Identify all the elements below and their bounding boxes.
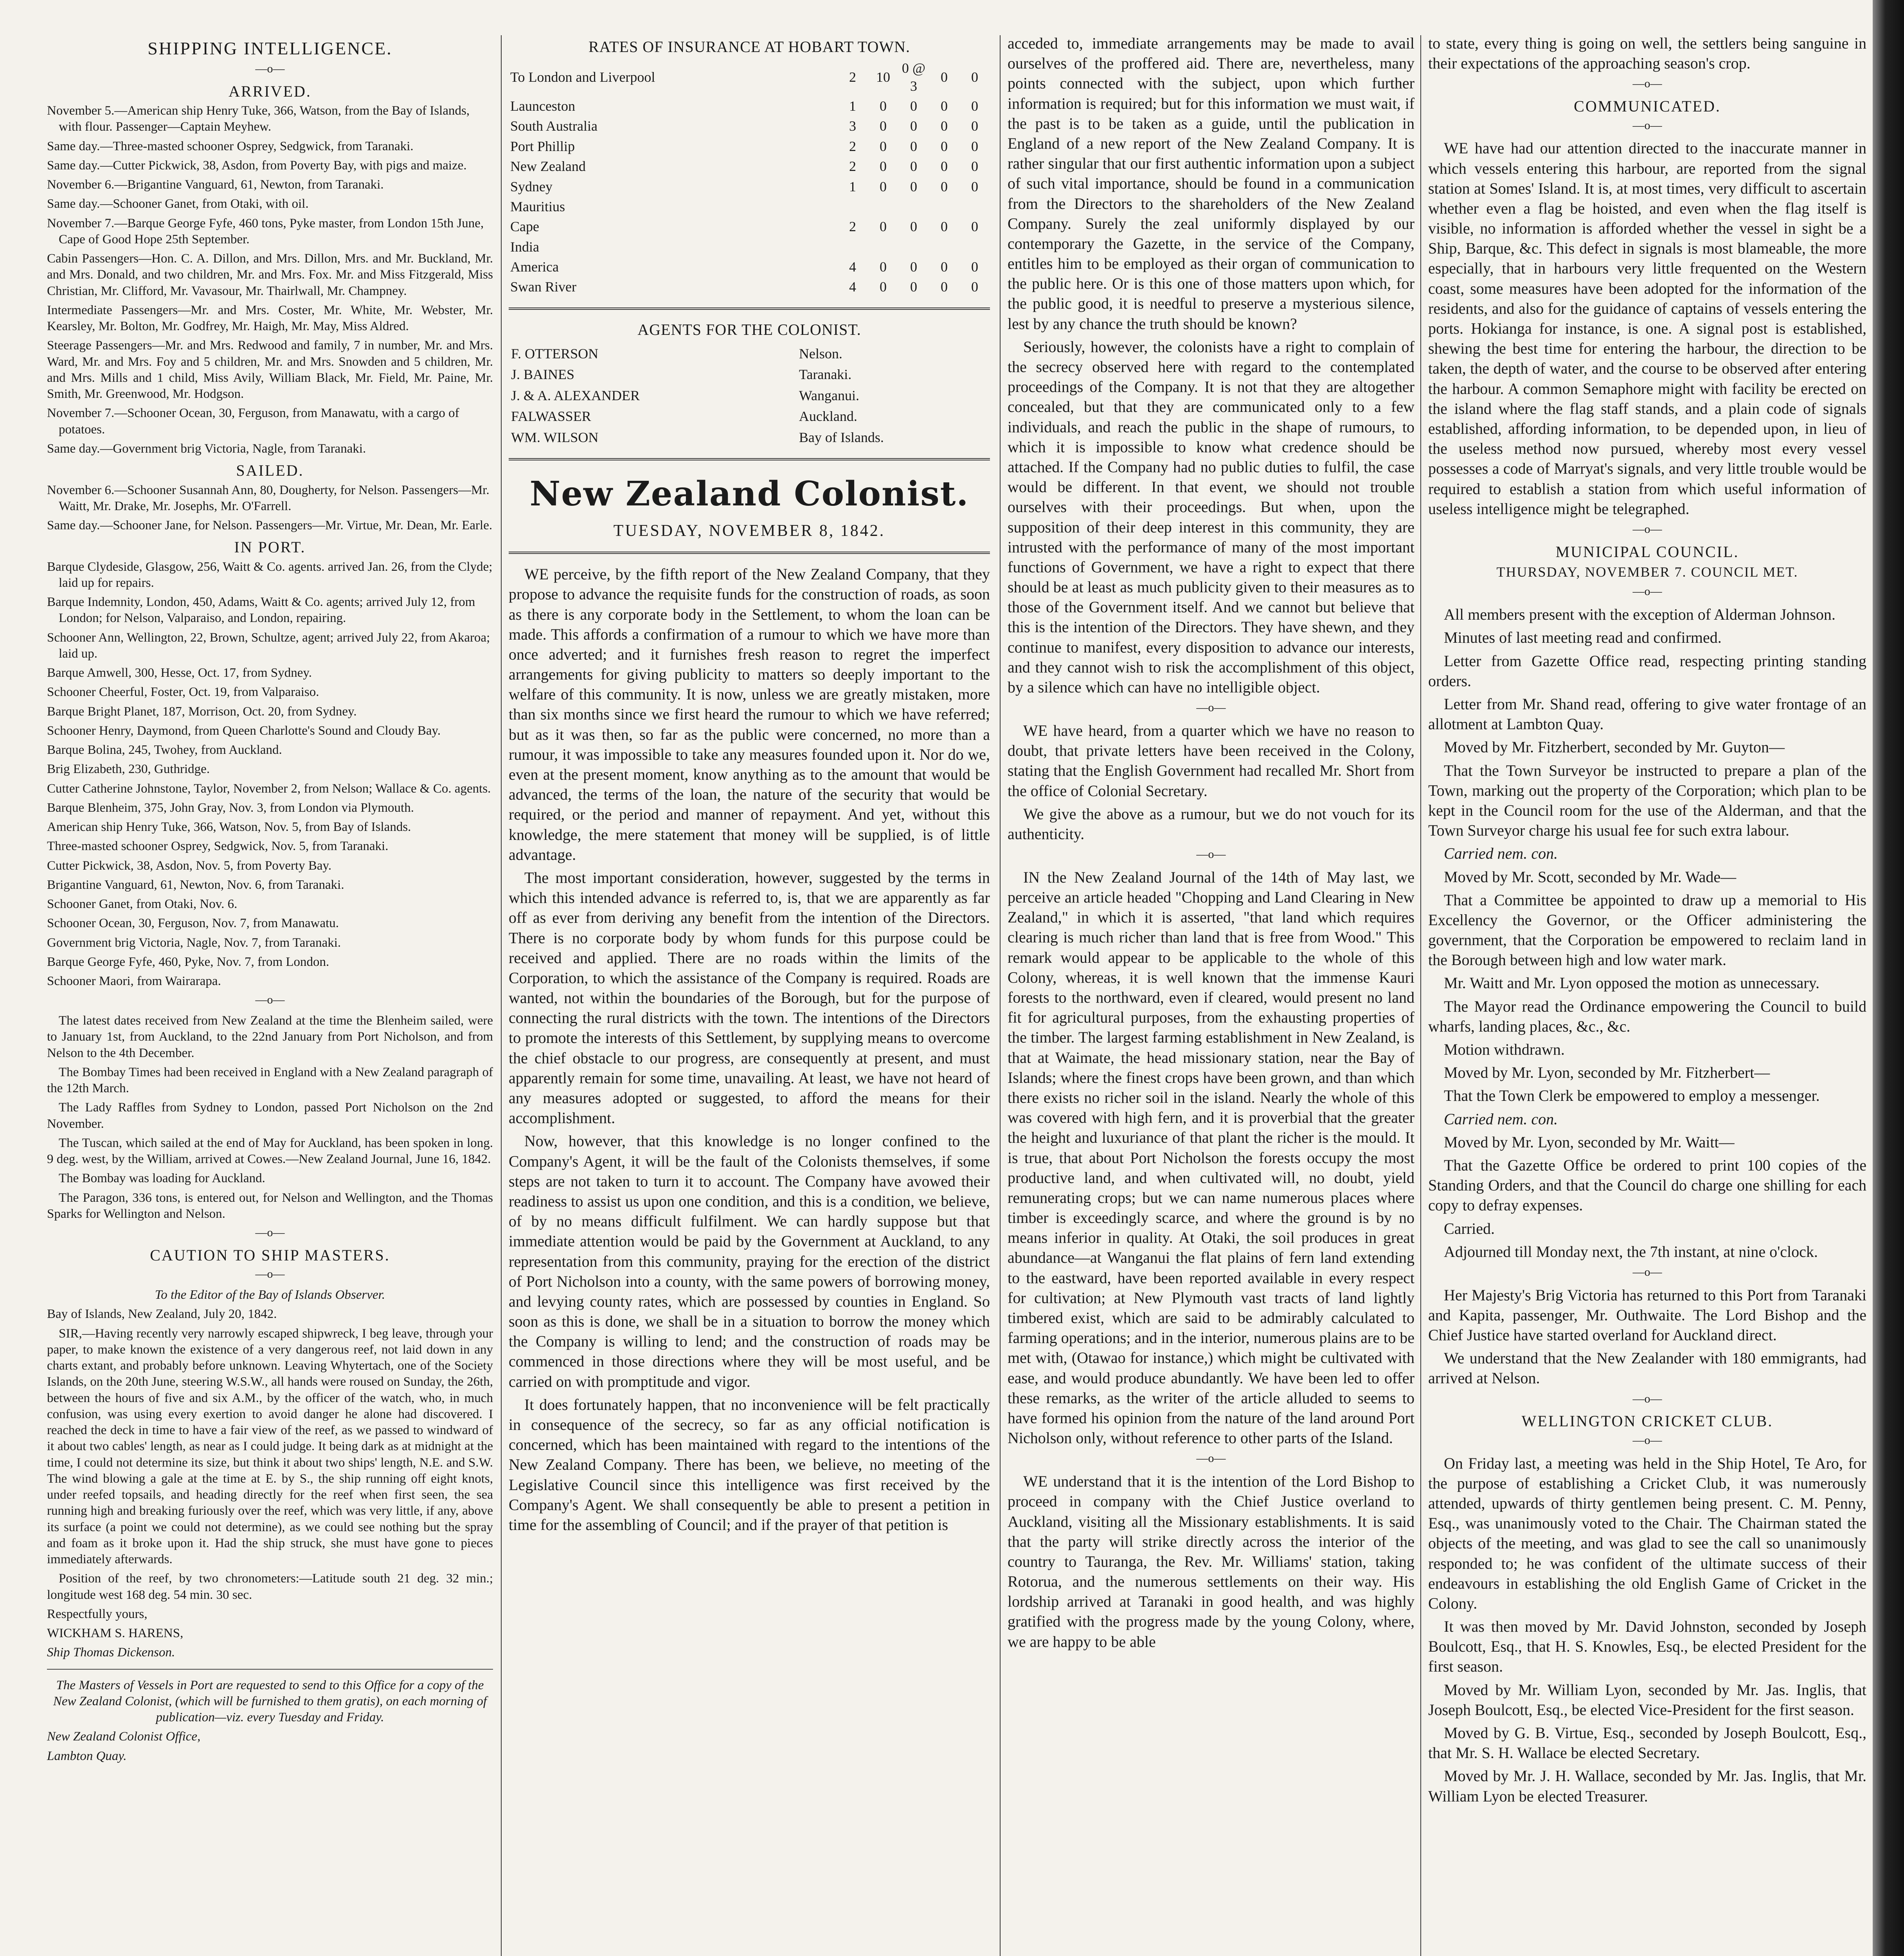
rates-value: 0 bbox=[941, 219, 948, 235]
paragraph: We give the above as a rumour, but we do not vouch for its authenticity. bbox=[1008, 805, 1415, 843]
rates-value: 0 bbox=[971, 138, 978, 154]
arrived-heading: ARRIVED. bbox=[229, 82, 311, 100]
ornament-dash: —o— bbox=[1196, 701, 1226, 714]
journal-item bbox=[1008, 867, 1415, 1448]
rates-row bbox=[509, 237, 990, 257]
rates-value bbox=[929, 197, 959, 217]
rumour-item bbox=[1008, 721, 1415, 844]
rates-row bbox=[509, 156, 990, 176]
list-item: Intermediate Passengers—Mr. and Mrs. Coster, Mr. White, Mr. Webster, Mr. Kearsley, Mr. Bolton, Mr. Godfrey, Mr. Haigh, Mr. May, Miss Aldred. bbox=[47, 303, 493, 334]
agent-name: J. BAINES bbox=[511, 367, 575, 383]
rates-row bbox=[509, 257, 990, 277]
rates-destination: America bbox=[510, 259, 559, 275]
list-item: Schooner Cheerful, Foster, Oct. 19, from Valparaiso. bbox=[47, 685, 319, 699]
rates-destination: New Zealand bbox=[510, 158, 586, 174]
list-item: Schooner Henry, Daymond, from Queen Charlotte's Sound and Cloudy Bay. bbox=[47, 723, 441, 738]
caution-letter bbox=[47, 1287, 493, 1661]
paragraph: Moved by Mr. Fitzherbert, seconded by Mr. Guyton— bbox=[1444, 738, 1785, 756]
divider bbox=[509, 458, 990, 460]
paragraph: The Mayor read the Ordinance empowering the Council to build wharfs, landing places, &c., &c. bbox=[1428, 997, 1866, 1035]
list-item: Steerage Passengers—Mr. and Mrs. Redwood and family, 7 in number, Mr. and Mrs. Ward, Mr. and Mrs. Foy and 5 children, Mr. and Mrs. Snowden and 5 children, Mr. and Mrs. Mills and 1 child, Miss Avily, William Black, Mr. Field, Mr. Paine, Mr. Smith, Mr. Greenwood, Mr. Hodgson. bbox=[47, 338, 493, 401]
divider bbox=[509, 307, 990, 310]
rates-value: 0 bbox=[971, 98, 978, 114]
notice-office: New Zealand Colonist Office, bbox=[47, 1729, 201, 1744]
column-communicated bbox=[1428, 33, 1866, 1809]
masters-notice bbox=[47, 1677, 493, 1764]
caution-ship: Ship Thomas Dickenson. bbox=[47, 1645, 175, 1660]
rates-value: 0 bbox=[880, 98, 887, 114]
rates-table bbox=[509, 58, 990, 297]
rates-value: 0 bbox=[971, 69, 978, 85]
paragraph: On Friday last, a meeting was held in the Ship Hotel, Te Aro, for the purpose of establishing a Cricket Club, it was numerously attended, upwards of thirty gentlemen being present. C. M. Penny, Esq., was unanimously voted to the Chair. The Chairman stated the objects of the meeting, and was glad to see the call so unanimously responded to; he was confident of the ultimate success of their endeavours in establishing the old English Game of Cricket in the Colony. bbox=[1428, 1454, 1866, 1612]
caution-closing: Respectfully yours, bbox=[47, 1607, 148, 1621]
arrived-list bbox=[47, 103, 493, 457]
list-item: The Paragon, 336 tons, is entered out, for Nelson and Wellington, and the Thomas Sparks for Wellington and Nelson. bbox=[47, 1190, 493, 1221]
shipping-notes bbox=[47, 1013, 493, 1222]
ornament-dash: —o— bbox=[255, 1267, 285, 1281]
divider bbox=[509, 552, 990, 554]
rates-row bbox=[509, 177, 990, 197]
rates-value: 2 bbox=[849, 69, 856, 85]
caution-title: CAUTION TO SHIP MASTERS. bbox=[150, 1246, 390, 1264]
rates-value bbox=[837, 197, 868, 217]
council-heading: MUNICIPAL COUNCIL. bbox=[1555, 543, 1739, 561]
column-editorial bbox=[509, 33, 990, 1538]
rates-value bbox=[929, 237, 959, 257]
list-item: Cutter Pickwick, 38, Asdon, Nov. 5, from Poverty Bay. bbox=[47, 858, 332, 873]
paragraph: Mr. Waitt and Mr. Lyon opposed the motion as unnecessary. bbox=[1444, 974, 1819, 992]
agent-name: WM. WILSON bbox=[511, 429, 599, 445]
paragraph: Moved by Mr. J. H. Wallace, seconded by Mr. Jas. Inglis, that Mr. William Lyon be elected Treasurer. bbox=[1428, 1767, 1866, 1805]
list-item: Same day.—Three-masted schooner Osprey, Sedgwick, from Taranaki. bbox=[47, 139, 414, 153]
rates-value: 0 bbox=[880, 279, 887, 295]
bishop-item bbox=[1008, 1471, 1415, 1652]
paragraph: That the Gazette Office be ordered to print 100 copies of the Standing Orders, and that the Council do charge one shilling for each copy to defray expenses. bbox=[1428, 1156, 1866, 1214]
rates-value: 1 bbox=[849, 178, 856, 194]
list-item: Barque George Fyfe, 460, Pyke, Nov. 7, from London. bbox=[47, 955, 329, 969]
rates-value: 0 bbox=[941, 138, 948, 154]
list-item: Barque Amwell, 300, Hesse, Oct. 17, from Sydney. bbox=[47, 666, 312, 680]
agent-name: J. & A. ALEXANDER bbox=[511, 387, 640, 403]
agent-name: FALWASSER bbox=[511, 408, 591, 424]
editorial-article bbox=[509, 564, 990, 1535]
ornament-dash: —o— bbox=[1196, 848, 1226, 861]
list-item: Cutter Catherine Johnstone, Taylor, November 2, from Nelson; Wallace & Co. agents. bbox=[47, 781, 491, 796]
rates-destination: Sydney bbox=[510, 178, 552, 194]
list-item: Cabin Passengers—Hon. C. A. Dillon, and Mrs. Dillon, Mrs. and Mr. Buckland, Mr. and Mrs. Donald, and two children, Mr. and Mrs. Fox. Mr. and Miss Fitzgerald, Miss Christian, Mr. Clifford, Mr. Vavasour, Mr. Thairlwall, Mr. Champney. bbox=[47, 252, 493, 298]
cricket-heading: WELLINGTON CRICKET CLUB. bbox=[1521, 1412, 1773, 1430]
list-item: Schooner Ganet, from Otaki, Nov. 6. bbox=[47, 897, 238, 911]
rates-row bbox=[509, 197, 990, 217]
list-item: Same day.—Government brig Victoria, Nagle, from Taranaki. bbox=[47, 441, 366, 456]
paragraph: Letter from Mr. Shand read, offering to give water frontage of an allotment at Lambton Quay. bbox=[1428, 695, 1866, 733]
list-item: Government brig Victoria, Nagle, Nov. 7, from Taranaki. bbox=[47, 935, 341, 950]
rates-value: 2 bbox=[849, 219, 856, 235]
communicated-heading: COMMUNICATED. bbox=[1574, 97, 1721, 115]
editorial-continued bbox=[1008, 33, 1415, 697]
rates-value bbox=[868, 237, 898, 257]
paragraph: acceded to, immediate arrangements may be made to avail ourselves of the proffered aid. There are, nevertheless, many points connected with the subject, upon which further information is required; but for this information we must wait, if the past is to be taken as a guide, until the publication in England of a new report of the New Zealand Company. It is rather singular that our first authentic information upon a subject of such vital importance, should be found in a communication from the Directors to the shareholders of the New Zealand Company. Surely the zeal uniformly displayed by our contemporary the Gazette, in the service of the Company, entitles him to be employed as their organ of communication to the public here. Or is this one of those matters upon which, for the public good, it is needful to preserve a mysterious silence, lest by any chance the truth should be known? bbox=[1008, 34, 1415, 333]
rates-value: 0 bbox=[910, 219, 917, 235]
rates-value bbox=[837, 237, 868, 257]
rates-value: 0 bbox=[941, 158, 948, 174]
agent-place: Bay of Islands. bbox=[799, 429, 884, 445]
list-item: Barque Blenheim, 375, John Gray, Nov. 3, from London via Plymouth. bbox=[47, 800, 414, 815]
ornament-dash: —o— bbox=[255, 993, 285, 1007]
rates-value: 2 bbox=[849, 158, 856, 174]
rates-destination: South Australia bbox=[510, 118, 597, 134]
rates-value: 4 bbox=[849, 279, 856, 295]
inport-heading: IN PORT. bbox=[234, 538, 306, 556]
list-item: The Bombay Times had been received in England with a New Zealand paragraph of the 12th March. bbox=[47, 1065, 493, 1096]
rates-value: 0 bbox=[971, 178, 978, 194]
ornament-dash: —o— bbox=[255, 1226, 285, 1239]
column-news bbox=[1008, 33, 1415, 1655]
rates-value: 0 bbox=[910, 158, 917, 174]
paragraph: It does fortunately happen, that no inconvenience will be felt practically in consequence of the secrecy, so far as any official notification is concerned, which has been maintained with regard to the intentions of the New Zealand Company. There has been, we believe, no meeting of the Legislative Council since this intelligence was first received by the Company's Agent. We shall consequently be able to present a petition in time for the assembling of Council; and if the prayer of that petition is bbox=[509, 1395, 990, 1534]
list-item: November 7.—Schooner Ocean, 30, Ferguson, from Manawatu, with a cargo of potatoes. bbox=[47, 406, 459, 437]
list-item: Schooner Maori, from Wairarapa. bbox=[47, 974, 221, 989]
paragraph: WE understand that it is the intention of the Lord Bishop to proceed in company with the Chief Justice overland to Auckland, visiting all the Missionary establishments. It is said that the party will strike directly across the interior of the country to Tauranga, the Rev. Mr. Williams' station, taking Rotorua, and the numerous settlements on their way. His lordship arrived at Taranaki in good health, and was highly gratified with the progress made by the young Colony, where, we are happy to be able bbox=[1008, 1472, 1415, 1650]
list-item: Same day.—Schooner Jane, for Nelson. Passengers—Mr. Virtue, Mr. Dean, Mr. Earle. bbox=[47, 518, 493, 533]
rates-value: 0 bbox=[880, 259, 887, 275]
agents-table bbox=[509, 343, 990, 448]
list-item: The latest dates received from New Zealand at the time the Blenheim sailed, were to January 1st, from Auckland, to the 22nd January from Port Nicholson, and from Nelson to the 4th December. bbox=[47, 1014, 493, 1060]
column-rule bbox=[1420, 35, 1421, 1956]
rates-row bbox=[509, 58, 990, 96]
paragraph: WE have had our attention directed to the inaccurate manner in which vessels entering this harbour, are reported from the signal station at Somes' Island. It is, at most times, very difficult to ascertain whether even a flag be hoisted, and even when the flag itself is visible, no information is afforded whether the vessel in sight be a Ship, Barque, &c. This defect in signals is most blameable, the more especially, that in harbours very little frequented on the Western coast, some measures have been adopted for the information of the residents, and also for the guidance of captains of vessels entering the ports. Hokianga for instance, is one. A signal post is established, shewing the best time for entering the harbour, the direction to be taken, the depth of water, and the course to be observed after entering the harbour. A common Semaphore might with facility be erected on the island where the flag staff stands, and a plain code of signals established, affording information, to be depended upon, in lieu of the useless method now pursued, whereby most every vessel possesses a code of Marryat's signals, and very little trouble would be required to establish a station from which useful information of useless intelligence might be telegraphed. bbox=[1428, 139, 1866, 518]
list-item: Three-masted schooner Osprey, Sedgwick, Nov. 5, from Taranaki. bbox=[47, 839, 389, 854]
agent-place: Nelson. bbox=[799, 346, 842, 362]
rates-row bbox=[509, 137, 990, 156]
rates-value: 0 bbox=[910, 98, 917, 114]
rates-value: 0 bbox=[941, 69, 948, 85]
list-item: Brigantine Vanguard, 61, Newton, Nov. 6, from Taranaki. bbox=[47, 877, 344, 892]
agent-name: F. OTTERSON bbox=[511, 346, 599, 362]
rates-value: 0 bbox=[880, 178, 887, 194]
paragraph: That the Town Surveyor be instructed to prepare a plan of the Town, marking out the property of the Corporation; which plan to be kept in the Council room for the use of the Alderman, and that the Town Surveyor charge his usual fee for such extra labour. bbox=[1428, 761, 1866, 840]
paragraph: The most important consideration, however, suggested by the terms in which this intended advance is referred to, is, that we are apparently as far off as ever from deriving any benefit from the intention of the Directors. There is no corporate body by whom funds for this purpose could be received and applied. There are no roads within the limits of the Corporation, to which the assistance of the Company is required. Roads are wanted, not within the boundaries of the Borough, but for the purpose of connecting the rural districts with the town. The intentions of the Directors to promote the interests of this Settlement, by supplying means to overcome the chief obstacle to our progress, are consequently at present, and must apparently remain for some time, unavailing. At least, we have not heard of any measures adopted or suggested, to afford the means for their accomplishment. bbox=[509, 868, 990, 1127]
ornament-dash: —o— bbox=[1632, 1392, 1662, 1405]
rates-value: 0 bbox=[880, 138, 887, 154]
ornament-dash: —o— bbox=[1632, 1433, 1662, 1447]
list-item: Barque Bolina, 245, Twohey, from Auckland. bbox=[47, 743, 282, 757]
rates-value: 0 bbox=[941, 259, 948, 275]
cricket-item bbox=[1428, 1453, 1866, 1806]
agent-row bbox=[509, 406, 990, 427]
agents-title: AGENTS FOR THE COLONIST. bbox=[637, 320, 861, 338]
rates-value: 0 bbox=[941, 279, 948, 295]
list-item: Barque Bright Planet, 187, Morrison, Oct. 20, from Sydney. bbox=[47, 704, 357, 719]
list-item: November 7.—Barque George Fyfe, 460 tons, Pyke master, from London 15th June, Cape of Good Hope 25th September. bbox=[47, 216, 484, 246]
shipping-title: SHIPPING INTELLIGENCE. bbox=[148, 38, 392, 58]
rates-value: 0 bbox=[971, 219, 978, 235]
bishop-continued bbox=[1428, 33, 1866, 73]
rates-value bbox=[959, 237, 990, 257]
brig-item bbox=[1428, 1285, 1866, 1388]
paragraph: Seriously, however, the colonists have a right to complain of the secrecy observed here with regard to the contemplated proceedings of the Company. It is not that they are altogether concealed, but that they are communicated only to a few individuals, and reach the public in the shape of rumours, to which it is impossible to know what credence should be attached. If the Company had no public duties to fulfil, the case would be different. In that event, we should not trouble ourselves with their proceedings. But when, upon the supposition of their deep interest in this community, they are intrusted with the performance of many of the most important functions of Government, we have a right to expect that there should be at least as much publicity given to their measures as to those of the Government itself. And we cannot but believe that this is the intention of the Directors. They have shewn, and they continue to manifest, every disposition to advance our interests, and they cannot wish to risk the accomplishment of this object, by a silence which can have no intelligible object. bbox=[1008, 338, 1415, 696]
rates-destination: Swan River bbox=[510, 279, 576, 295]
rates-row bbox=[509, 217, 990, 237]
rates-value: 0 bbox=[910, 279, 917, 295]
council-minutes bbox=[1428, 604, 1866, 1262]
agent-row bbox=[509, 427, 990, 448]
paragraph: to state, every thing is going on well, the settlers being sanguine in their expectations of the approaching season's crop. bbox=[1428, 34, 1866, 72]
rates-value: 0 bbox=[971, 279, 978, 295]
agent-row bbox=[509, 364, 990, 385]
rates-destination: Launceston bbox=[510, 98, 575, 114]
sailed-heading: SAILED. bbox=[236, 462, 304, 480]
paragraph: Moved by Mr. Lyon, seconded by Mr. Waitt— bbox=[1444, 1133, 1735, 1151]
paragraph: Adjourned till Monday next, the 7th instant, at nine o'clock. bbox=[1444, 1242, 1818, 1260]
rates-destination: Cape bbox=[510, 219, 539, 235]
ornament-dash: —o— bbox=[255, 62, 285, 75]
rates-value: 0 bbox=[971, 118, 978, 134]
page-edge-shadow bbox=[1873, 0, 1904, 1956]
paragraph: That a Committee be appointed to draw up a memorial to His Excellency the Governor, or the Officer administering the government, that the Corporation be empowered to reclaim land in the Borough between high and low water mark. bbox=[1428, 891, 1866, 969]
caution-body: SIR,—Having recently very narrowly escaped shipwreck, I beg leave, through your paper, to make known the existence of a very dangerous reef, not laid down in any charts extant, and probably before unknown. Leaving Whytertach, one of the Society Islands, on the 20th June, steering W.S.W., all hands were roused on Sunday, the 26th, between the hours of five and six A.M., by the officer of the watch, who, in much confusion, was using every exertion to avoid danger he alone had discovered. I reached the deck in time to have a fair view of the reef, as we passed to windward of it about two cables' length, as near as I could judge. It being dark as at midnight at the time, I could not determine its size, but think it about two ships' length, N.E. and S.W. The wind blowing a gale at the time at E. by S., the ship running off eight knots, under reefed topsails, and heading directly for the reef when first seen, the sea running high and breaking furiously over the reef, which was very little, if any, above its surface (a point we could not determine), as we could see nothing but the spray and foam as it broke upon it. Had the ship struck, she must have gone to pieces immediately afterwards. bbox=[47, 1326, 493, 1567]
list-item: Schooner Ann, Wellington, 22, Brown, Schultze, agent; arrived July 22, from Akaroa; laid up. bbox=[47, 630, 490, 661]
paragraph: WE have heard, from a quarter which we have no reason to doubt, that private letters have been received in the Colony, stating that the English Government had recalled Mr. Short from the office of Colonial Secretary. bbox=[1008, 721, 1415, 800]
paragraph: Carried nem. con. bbox=[1444, 845, 1558, 863]
list-item: The Lady Raffles from Sydney to London, passed Port Nicholson on the 2nd November. bbox=[47, 1100, 493, 1131]
paragraph: Moved by G. B. Virtue, Esq., seconded by Joseph Boulcott, Esq., that Mr. S. H. Wallace be elected Secretary. bbox=[1428, 1724, 1866, 1762]
paragraph: Minutes of last meeting read and confirmed. bbox=[1444, 629, 1722, 647]
divider bbox=[47, 1669, 493, 1670]
list-item: November 5.—American ship Henry Tuke, 366, Watson, from the Bay of Islands, with flour. Passenger—Captain Meyhew. bbox=[47, 104, 470, 134]
list-item: Schooner Ocean, 30, Ferguson, Nov. 7, from Manawatu. bbox=[47, 916, 339, 931]
paragraph: Motion withdrawn. bbox=[1444, 1041, 1565, 1059]
paragraph: WE perceive, by the fifth report of the New Zealand Company, that they propose to advance the requisite funds for the construction of roads, as soon as there is any corporate body in the Settlement, to whom the loan can be made. This affords a confirmation of a rumour to which we have more than once adverted; and it furnishes fresh reason to regret the imperfect arrangements for giving publicity to matters so deeply important to the welfare of this community. It is now, unless we are greatly mistaken, more than six months since we first heard the rumour to which we have referred; but as it was then, so far as the public were concerned, no more than a rumour, it was impossible to take any measures founded upon it. Nor do we, even at the present moment, know anything as to the amount that would be advanced, the terms of the loan, the nature of the security that would be required, or the period and manner of repayment. And yet, without this knowledge, the mere statement that money will be supplied, is of little advantage. bbox=[509, 565, 990, 863]
column-rule bbox=[501, 35, 502, 1956]
rates-value: 3 bbox=[849, 118, 856, 134]
rates-destination: To London and Liverpool bbox=[510, 69, 655, 85]
rates-destination: Mauritius bbox=[510, 198, 565, 214]
list-item: The Tuscan, which sailed at the end of May for Auckland, has been spoken in long. 9 deg. west, by the William, arrived at Cowes.—New Zealand Journal, June 16, 1842. bbox=[47, 1136, 493, 1167]
rates-destination: Port Phillip bbox=[510, 138, 575, 154]
rates-value: 0 bbox=[941, 178, 948, 194]
rates-value bbox=[898, 237, 929, 257]
rates-value: 0 bbox=[941, 98, 948, 114]
rates-value: 0 bbox=[910, 138, 917, 154]
sailed-list bbox=[47, 482, 493, 534]
rates-value: 1 bbox=[849, 98, 856, 114]
notice-text: The Masters of Vessels in Port are requested to send to this Office for a copy of the New Zealand Colonist, (which will be furnished to them gratis), on each morning of publication—viz. every Tuesday and Friday. bbox=[53, 1678, 487, 1725]
list-item: November 6.—Brigantine Vanguard, 61, Newton, from Taranaki. bbox=[47, 178, 384, 192]
paragraph: Letter from Gazette Office read, respecting printing standing orders. bbox=[1428, 652, 1866, 690]
paragraph: We understand that the New Zealander with 180 emmigrants, had arrived at Nelson. bbox=[1428, 1349, 1866, 1387]
rates-value bbox=[898, 197, 929, 217]
ornament-dash: —o— bbox=[1632, 1265, 1662, 1278]
rates-value: 0 bbox=[910, 259, 917, 275]
agent-row bbox=[509, 385, 990, 406]
rates-value: 0 bbox=[880, 219, 887, 235]
paragraph: Carried. bbox=[1444, 1219, 1495, 1237]
paragraph: Moved by Mr. William Lyon, seconded by Mr. Jas. Inglis, that Joseph Boulcott, Esq., be elected Vice-President for the first season. bbox=[1428, 1681, 1866, 1719]
rates-destination: India bbox=[510, 239, 539, 255]
rates-value: 4 bbox=[849, 259, 856, 275]
ornament-dash: —o— bbox=[1632, 585, 1662, 598]
caution-position: Position of the reef, by two chronometers:—Latitude south 21 deg. 32 min.; longitude west 168 deg. 54 min. 30 sec. bbox=[47, 1571, 493, 1602]
rates-value: 0 bbox=[880, 118, 887, 134]
rates-title: RATES OF INSURANCE AT HOBART TOWN. bbox=[588, 38, 911, 56]
paragraph: That the Town Clerk be empowered to employ a messenger. bbox=[1444, 1087, 1820, 1105]
rates-value: 0 bbox=[971, 158, 978, 174]
rates-row bbox=[509, 277, 990, 297]
paragraph: Moved by Mr. Scott, seconded by Mr. Wade— bbox=[1444, 868, 1737, 886]
agent-row bbox=[509, 343, 990, 364]
notice-place: Lambton Quay. bbox=[47, 1749, 127, 1763]
rates-value: 0 bbox=[910, 118, 917, 134]
list-item: November 6.—Schooner Susannah Ann, 80, Dougherty, for Nelson. Passengers—Mr. Waitt, Mr. Drake, Mr. Josephs, Mr. O'Farrell. bbox=[47, 483, 489, 513]
rates-row bbox=[509, 116, 990, 136]
rates-value: 0 bbox=[910, 178, 917, 194]
ornament-dash: —o— bbox=[1632, 77, 1662, 90]
list-item: The Bombay was loading for Auckland. bbox=[59, 1171, 265, 1186]
paragraph: It was then moved by Mr. David Johnston, seconded by Joseph Boulcott, Esq., that H. S. Knowles, Esq., be elected President for the first season. bbox=[1428, 1618, 1866, 1676]
rates-value: 0 bbox=[971, 259, 978, 275]
list-item: American ship Henry Tuke, 366, Watson, Nov. 5, from Bay of Islands. bbox=[47, 820, 411, 834]
rates-row bbox=[509, 96, 990, 116]
list-item: Same day.—Cutter Pickwick, 38, Asdon, from Poverty Bay, with pigs and maize. bbox=[47, 158, 467, 173]
paragraph: All members present with the exception of Alderman Johnson. bbox=[1444, 606, 1836, 624]
masthead-title: New Zealand Colonist. bbox=[529, 474, 969, 514]
rates-value: 2 bbox=[849, 138, 856, 154]
paragraph: Carried nem. con. bbox=[1444, 1110, 1558, 1128]
rates-value bbox=[868, 197, 898, 217]
list-item: Barque Clydeside, Glasgow, 256, Waitt & Co. agents. arrived Jan. 26, from the Clyde; laid up for repairs. bbox=[47, 559, 493, 590]
ornament-dash: —o— bbox=[1196, 1452, 1226, 1465]
rates-value: 0 bbox=[941, 118, 948, 134]
rates-value: 10 bbox=[876, 69, 890, 85]
ornament-dash: —o— bbox=[1632, 119, 1662, 132]
agent-place: Auckland. bbox=[799, 408, 857, 424]
rates-value: 0 bbox=[880, 158, 887, 174]
paragraph: Her Majesty's Brig Victoria has returned to this Port from Taranaki and Kapita, passenger, Mr. Outhwaite. The Lord Bishop and the Chief Justice have started overland for Auckland direct. bbox=[1428, 1286, 1866, 1344]
paragraph: IN the New Zealand Journal of the 14th of May last, we perceive an article headed "Chopping and Land Clearing in New Zealand," in which it is asserted, "that land which requires clearing is much richer than land that is free from Wood." This remark would appear to be applicable to the whole of this Colony, whereas, it is well known that the immense Kauri forests to the northward, even if cleared, would present no land fit for agricultural purposes, from the exhausting properties of the timber. The largest farming establishment in New Zealand, is that at Waimate, the head missionary station, near the Bay of Islands; where the finest crops have been grown, and than which there exists no richer soil in the island. Nearly the whole of this was covered with high fern, and it is proverbial that the greater the height and luxuriance of that plant the richer is the mould. It is true, that about Port Nicholson the forests occupy the most productive land, and when cultivated will, no doubt, yield remunerating crops; but we can name numerous places where timber is exceedingly scarce, and where the ground is by no means inferior in quality. At Otaki, the soil produces in great abundance—at Wanganui the flat plains of fern land extending to the eastward, have been reported available in every respect for cultivation; at New Plymouth vast tracts of land lightly timbered exist, which are said to be admirably calculated to farming operations; and in the interior, numerous plains are to be met with, (Otawao for instance,) which might be cultivated with ease, and would produce abundantly. We have been led to offer these remarks, as the writer of the article alluded to seems to have formed his opinion from the nature of the land around Port Nicholson only, without reference to other parts of the Island. bbox=[1008, 868, 1415, 1447]
caution-signature: WICKHAM S. HARENS, bbox=[47, 1626, 184, 1641]
agent-place: Wanganui. bbox=[799, 387, 859, 403]
list-item: Barque Indemnity, London, 450, Adams, Waitt & Co. agents; arrived July 12, from London; for Nelson, Valparaiso, and London, repairing. bbox=[47, 595, 475, 626]
ornament-dash: —o— bbox=[1632, 522, 1662, 536]
paragraph: Now, however, that this knowledge is no longer confined to the Company's Agent, it will be the fault of the Colonists themselves, if some steps are not taken to turn it to account. The Company have avowed their readiness to assist us upon one condition, and this is a condition, we believe, of by no means difficult fulfilment. We can hardly suppose but that immediate attention would be paid by the Government at Auckland, to any representation from this community, praying for the erection of the district of Port Nicholson into a county, with the same powers of borrowing money, and levying county rates, which are possessed by counties in England. So soon as this is done, we shall be in a situation to borrow the money which the Company is willing to lend; and the construction of roads may be commenced in those directions where they will be most useful, and be carried on with promptitude and vigor. bbox=[509, 1132, 990, 1390]
agent-place: Taranaki. bbox=[799, 367, 852, 383]
rates-value: 0 @ 3 bbox=[902, 60, 926, 94]
column-shipping bbox=[47, 33, 493, 1767]
caution-place: Bay of Islands, New Zealand, July 20, 1842. bbox=[47, 1307, 277, 1321]
caution-addressee: To the Editor of the Bay of Islands Observer. bbox=[155, 1288, 385, 1302]
list-item: Same day.—Schooner Ganet, from Otaki, with oil. bbox=[47, 197, 309, 211]
column-rule bbox=[1000, 35, 1001, 1956]
paragraph: Moved by Mr. Lyon, seconded by Mr. Fitzherbert— bbox=[1444, 1064, 1770, 1082]
rates-value bbox=[959, 197, 990, 217]
communicated-item bbox=[1428, 138, 1866, 519]
list-item: Brig Elizabeth, 230, Guthridge. bbox=[47, 762, 210, 777]
inport-list bbox=[47, 559, 493, 990]
masthead-date: TUESDAY, NOVEMBER 8, 1842. bbox=[613, 522, 885, 540]
council-date: THURSDAY, NOVEMBER 7. COUNCIL MET. bbox=[1496, 564, 1798, 580]
